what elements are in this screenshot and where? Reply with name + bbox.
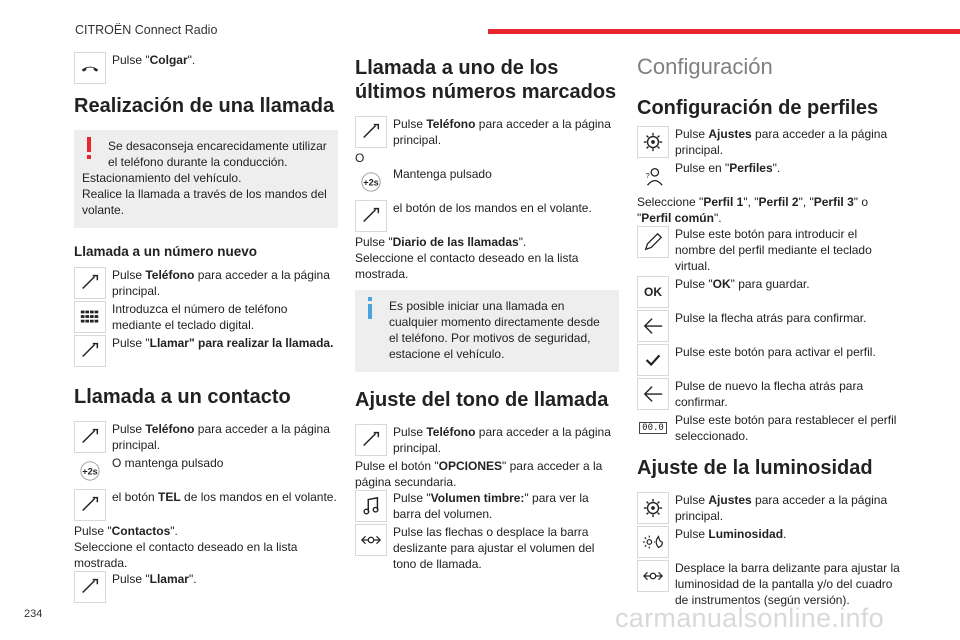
step-hangup: Pulse "Colgar". bbox=[74, 52, 338, 84]
long-press-icon bbox=[74, 455, 106, 487]
press-icon bbox=[74, 421, 106, 453]
press-icon bbox=[74, 571, 106, 603]
step-steering-button: el botón de los mandos en el volante. bbox=[355, 200, 619, 232]
step-ok: OK Pulse "OK" para guardar. bbox=[637, 276, 901, 308]
column-1 bbox=[74, 52, 338, 605]
hang-up-icon bbox=[74, 52, 106, 84]
press-icon bbox=[74, 267, 106, 299]
running-header: CITROËN Connect Radio bbox=[75, 23, 218, 37]
or-text: O bbox=[355, 151, 365, 165]
step-ring-volume: Pulse "Volumen timbre:" para ver la barra del volumen. bbox=[355, 490, 619, 522]
warning-note: Se desaconseja encarecidamente utilizar el teléfono durante la conducción. Estacionamiento del vehículo. Realice la llamada a través de los mandos del volante. bbox=[74, 130, 338, 228]
options-step: Pulse el botón "OPCIONES" para acceder a la página secundaria. bbox=[355, 459, 603, 489]
step-back-2: Pulse de nuevo la flecha atrás para confirmar. bbox=[637, 378, 901, 410]
pencil-icon bbox=[637, 226, 669, 258]
reset-counter-icon: 00.0 bbox=[637, 412, 669, 444]
info-note: Es posible iniciar una llamada en cualquier momento directamente desde el teléfono. Por motivos de seguridad, estacione el vehículo. bbox=[355, 290, 619, 372]
step-profiles: ? Pulse en "Perfiles". bbox=[637, 160, 901, 192]
step-call: Pulse "Llamar". bbox=[74, 571, 338, 603]
gear-icon bbox=[637, 492, 669, 524]
step-phone-4: Pulse Teléfono para acceder a la página principal. bbox=[355, 424, 619, 456]
music-note-icon bbox=[355, 490, 387, 522]
back-arrow-icon bbox=[637, 378, 669, 410]
select-contact-step-2: Seleccione el contacto deseado en la lista mostrada. bbox=[355, 251, 579, 281]
step-keypad: Introduzca el número de teléfono mediante el teclado digital. bbox=[74, 301, 338, 333]
contacts-step: Pulse "Contactos". bbox=[74, 524, 178, 538]
press-icon bbox=[74, 335, 106, 367]
info-icon bbox=[365, 297, 375, 326]
select-contact-step: Seleccione el contacto deseado en la lista mostrada. bbox=[74, 540, 298, 570]
column-3 bbox=[637, 52, 901, 610]
step-hold: +2s O mantenga pulsado bbox=[74, 455, 338, 487]
press-icon bbox=[74, 489, 106, 521]
step-reset: 00.0 Pulse este botón para restablecer el perfil seleccionado. bbox=[637, 412, 901, 444]
heading-ringtone: Ajuste del tono de llamada bbox=[355, 389, 609, 411]
step-phone-2: Pulse Teléfono para acceder a la página principal. bbox=[74, 421, 338, 453]
step-settings-2: Pulse Ajustes para acceder a la página principal. bbox=[637, 492, 901, 524]
slider-arrows-icon bbox=[637, 560, 669, 592]
heading-last-numbers: Llamada a uno de los últimos números marcados bbox=[355, 57, 617, 103]
select-profile-step: Seleccione "Perfil 1", "Perfil 2", "Perfil 3" o "Perfil común". bbox=[637, 195, 869, 225]
step-tel-button: el botón TEL de los mandos en el volante. bbox=[74, 489, 338, 521]
step-activate: Pulse este botón para activar el perfil. bbox=[637, 344, 901, 376]
step-phone-1: Pulse Teléfono para acceder a la página principal. bbox=[74, 267, 338, 299]
step-brightness-slider: Desplace la barra delizante para ajustar la luminosidad de la pantalla y/o del cuadro de instrumentos (según versión). bbox=[637, 560, 901, 608]
step-call-button: Pulse "Llamar" para realizar la llamada. bbox=[74, 335, 338, 367]
header-accent-bar bbox=[488, 29, 960, 34]
step-hold-2: +2s Mantenga pulsado bbox=[355, 166, 619, 198]
step-settings: Pulse Ajustes para acceder a la página principal. bbox=[637, 126, 901, 158]
profile-icon bbox=[637, 160, 669, 192]
step-back-1: Pulse la flecha atrás para confirmar. bbox=[637, 310, 901, 342]
press-icon bbox=[355, 424, 387, 456]
heading-brightness: Ajuste de la luminosidad bbox=[637, 457, 873, 479]
sun-moon-icon bbox=[637, 526, 669, 558]
press-icon bbox=[355, 116, 387, 148]
heading-new-number: Llamada a un número nuevo bbox=[74, 244, 258, 259]
step-slider: Pulse las flechas o desplace la barra deslizante para ajustar el volumen del tono de llamada. bbox=[355, 524, 619, 572]
step-brightness: Pulse Luminosidad. bbox=[637, 526, 901, 558]
warning-exclamation-icon bbox=[84, 137, 94, 166]
call-log-step: Pulse "Diario de las llamadas". bbox=[355, 235, 527, 249]
step-phone-3: Pulse Teléfono para acceder a la página principal. bbox=[355, 116, 619, 148]
gear-icon bbox=[637, 126, 669, 158]
heading-call-contact: Llamada a un contacto bbox=[74, 386, 291, 408]
keypad-icon bbox=[74, 301, 106, 333]
back-arrow-icon bbox=[637, 310, 669, 342]
svg-text:+2s: +2s bbox=[363, 177, 379, 188]
heading-configuration: Configuración bbox=[637, 54, 773, 79]
long-press-icon bbox=[355, 166, 387, 198]
step-name-profile: Pulse este botón para introducir el nombre del perfil mediante el teclado virtual. bbox=[637, 226, 901, 274]
column-2 bbox=[355, 52, 619, 574]
page-number: 234 bbox=[24, 608, 43, 620]
press-icon bbox=[355, 200, 387, 232]
svg-text:+2s: +2s bbox=[82, 466, 98, 477]
heading-profiles: Configuración de perfiles bbox=[637, 97, 879, 119]
slider-arrows-icon bbox=[355, 524, 387, 556]
svg-text:?: ? bbox=[645, 170, 650, 180]
heading-make-call: Realización de una llamada bbox=[74, 95, 335, 117]
ok-button-icon: OK bbox=[637, 276, 669, 308]
watermark: carmanualsonline.info bbox=[615, 603, 884, 633]
checkmark-icon bbox=[637, 344, 669, 376]
